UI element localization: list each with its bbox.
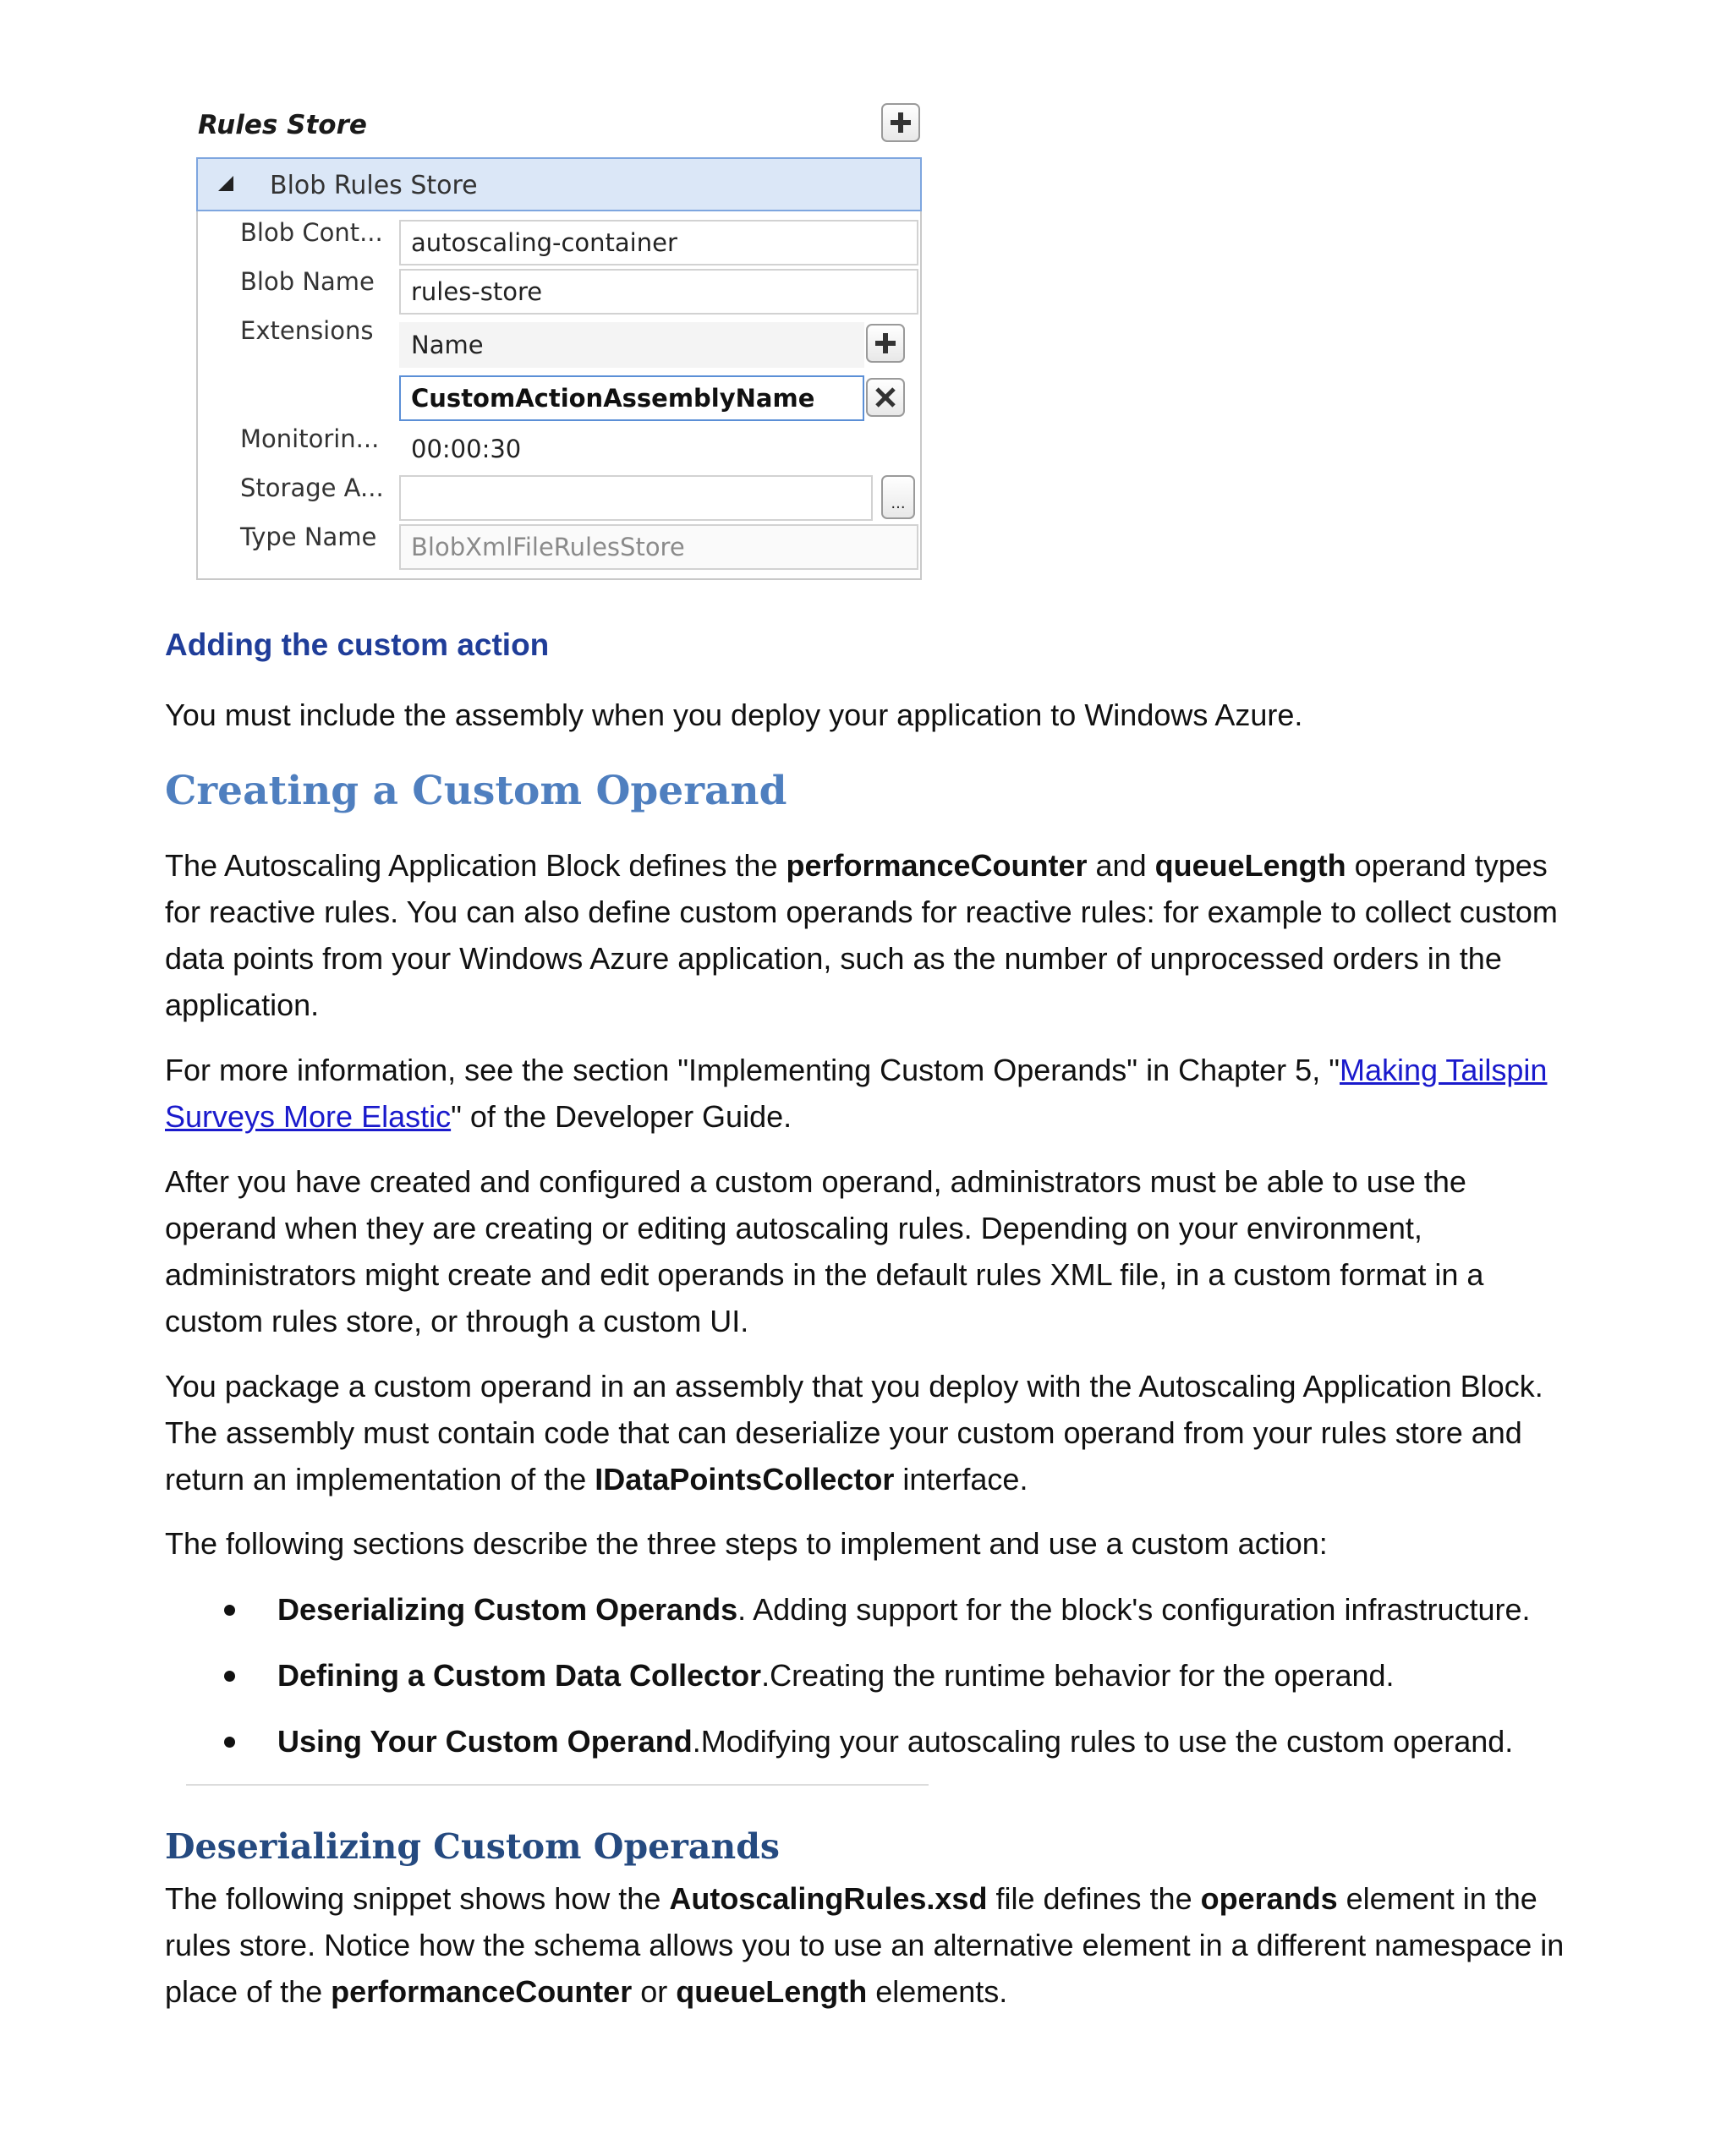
making-tailspin-surveys-link[interactable]: Making Tailspin Surveys More Elastic (165, 1053, 1548, 1134)
paragraph-more-information: For more information, see the section "Implementing Custom Operands" in Chapter 5, "Making Tailspin Surveys More Elastic" of the Developer Guide. (165, 1053, 1548, 1134)
paragraph-administrators: After you have created and configured a custom operand, administrators must be able to use the operand when they are creating or editing autoscaling rules. Depending on your environment, administrators might create and edit operands in the default rules XML file, in a custom format in a custom rules store, or through a custom UI. (165, 1164, 1484, 1338)
adding-custom-action-heading: Adding the custom action (165, 627, 550, 662)
blob-name-input[interactable]: rules-store (399, 269, 918, 315)
extensions-column-header: Name (399, 322, 864, 368)
rules-store-panel (196, 100, 922, 580)
blob-container-label: Blob Cont... (240, 218, 383, 247)
close-icon (873, 385, 898, 410)
paragraph-following-sections: The following sections describe the three steps to implement and use a custom action: (165, 1526, 1328, 1561)
group-label: Blob Rules Store (270, 171, 478, 200)
adding-custom-action-text: You must include the assembly when you deploy your application to Windows Azure. (165, 698, 1303, 732)
collapse-triangle-icon[interactable] (216, 174, 237, 194)
group-header-blob-rules-store[interactable] (196, 157, 922, 211)
add-rules-store-button[interactable] (881, 103, 920, 142)
paragraph-snippet-intro: The following snippet shows how the AutoscalingRules.xsd file defines the operands element in the rules store. Notice how the schema allows you to use an alternative element in a different namespace in place of the performanceCounter or queueLength elements. (165, 1881, 1565, 2009)
browse-button[interactable] (881, 475, 915, 519)
plus-icon (888, 110, 913, 135)
remove-extension-button[interactable] (866, 378, 905, 417)
paragraph-package-operand: You package a custom operand in an assembly that you deploy with the Autoscaling Application Block. The assembly must contain code that can deserialize your custom operand from your rules store and return an implementation of the IDataPointsCollector interface. (165, 1369, 1543, 1497)
storage-account-input[interactable] (399, 475, 873, 521)
property-grid (196, 157, 922, 580)
add-extension-button[interactable] (866, 324, 905, 363)
panel-title: Rules Store (198, 110, 367, 140)
monitoring-input[interactable]: 00:00:30 (399, 426, 918, 472)
paragraph-operand-types: The Autoscaling Application Block defines the performanceCounter and queueLength operand types for reactive rules. You can also define custom operands for reactive rules: for example to collect custom data points from your Windows Azure application, such as the number of unprocessed orders in the application. (165, 848, 1558, 1022)
ellipsis-icon: ... (891, 495, 906, 512)
extensions-label: Extensions (240, 316, 374, 345)
extension-name-input[interactable]: CustomActionAssemblyName (399, 375, 864, 421)
type-name-label: Type Name (240, 523, 377, 551)
creating-custom-operand-heading: Creating a Custom Operand (165, 768, 787, 814)
plus-icon (873, 331, 898, 356)
deserializing-custom-operands-heading: Deserializing Custom Operands (165, 1826, 780, 1867)
storage-account-label: Storage A... (240, 473, 384, 502)
section-divider (186, 1784, 929, 1786)
monitoring-label: Monitorin... (240, 424, 380, 453)
blob-container-input[interactable]: autoscaling-container (399, 220, 918, 265)
blob-name-label: Blob Name (240, 267, 375, 296)
type-name-input: BlobXmlFileRulesStore (399, 524, 918, 570)
